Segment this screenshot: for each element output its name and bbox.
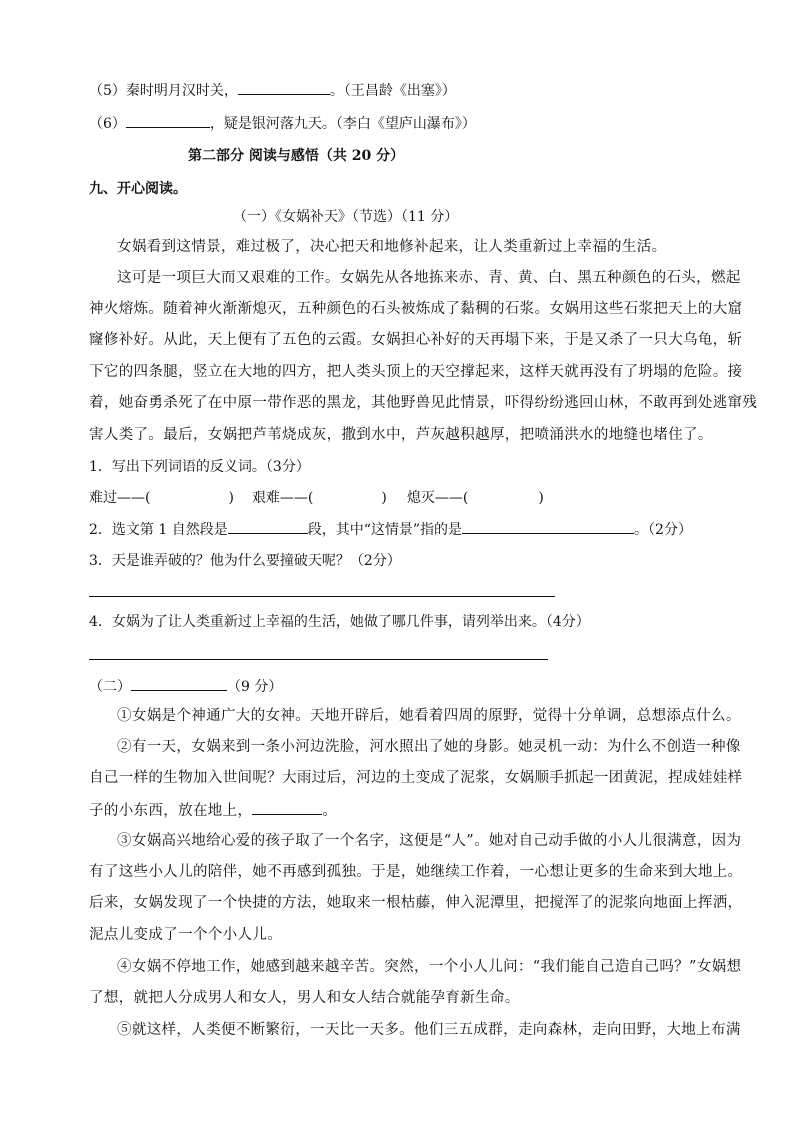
antonym-item[interactable]: 难过——( ) xyxy=(89,490,234,506)
passage1-line: 窿修补好。从此，天上便有了五色的云霞。女娲担心补好的天再塌下来，于是又杀了一只大乌龟，斩 xyxy=(89,332,743,348)
poem-line-6 xyxy=(89,113,705,134)
passage2-line: ⑤就这样，人类便不断繁衍，一天比一天多。他们三五成群，走向森林，走向田野，大地上布满 xyxy=(117,1022,741,1038)
poem-number: （5） xyxy=(89,83,126,99)
passage2-line: 后来，女娲发现了一个快捷的方法，她取来一根枯藤，伸入泥潭里，把搅浑了的泥浆向地面上挥洒， xyxy=(89,895,743,911)
title-blank[interactable] xyxy=(131,676,227,691)
passage2-line: ③女娲高兴地给心爱的孩子取了一个名字，这便是“人”。她对自己动手做的小人儿很满意，因为 xyxy=(117,833,742,849)
question-1-items xyxy=(89,488,705,508)
passage2-line: 子的小东西，放在地上， 。 xyxy=(89,800,705,821)
passage2-line: ②有一天，女娲来到一条小河边洗脸，河水照出了她的身影。她灵机一动：为什么不创造一种像 xyxy=(117,739,741,755)
question-1-prompt: 1．写出下列词语的反义词。（3分） xyxy=(89,459,310,475)
passage1-title: （一）《女娲补天》（节选）（11 分） xyxy=(233,209,459,225)
passage1-line: 这可是一项巨大而又艰难的工作。女娲先从各地拣来赤、青、黄、白、黑五种颜色的石头，燃起 xyxy=(117,270,741,286)
poem-text-after: 。（王昌龄《出塞》） xyxy=(329,83,456,99)
question-3-prompt: 3．天是谁弄破的？他为什么要撞破天呢？（2分） xyxy=(89,553,401,569)
poem-number: （6） xyxy=(89,116,126,132)
passage2-line: 了想，就把人分成男人和女人，男人和女人结合就能孕育新生命。 xyxy=(89,990,520,1006)
answer-line[interactable] xyxy=(89,659,548,660)
passage1-line: 着，她奋勇杀死了在中原一带作恶的黑龙，其他野兽见此情景，吓得纷纷逃回山林，不敢再到处逃窜残 xyxy=(89,395,758,411)
section-title: 第二部分 阅读与感悟（共 20 分） xyxy=(188,148,405,164)
passage2-line: 有了这些小人儿的陪伴，她不再感到孤独。于是，她继续工作着，一心想让更多的生命来到大地上。 xyxy=(89,864,743,880)
answer-blank[interactable] xyxy=(462,519,634,534)
answer-line[interactable] xyxy=(89,596,555,597)
passage2-title: （二） （9 分） xyxy=(89,676,705,697)
passage1-line: 害人类了。最后，女娲把芦苇烧成灰，撒到水中，芦灰越积越厚，把喷涌洪水的地缝也堵住了。 xyxy=(89,427,713,443)
passage2-line: ①女娲是个神通广大的女神。天地开辟后，她看着四周的原野，觉得十分单调，总想添点什么。 xyxy=(117,708,741,724)
question-nine: 九、开心阅读。 xyxy=(89,181,187,197)
question-2: 2．选文第 1 自然段是 段，其中“这情景”指的是 。（2分） xyxy=(89,519,705,540)
question-4-prompt: 4．女娲为了让人类重新过上幸福的生活，她做了哪几件事，请列举出来。（4分） xyxy=(89,614,590,630)
answer-blank[interactable] xyxy=(252,800,322,815)
poem-text-after: ，疑是银河落九天。（李白《望庐山瀑布》） xyxy=(209,116,476,132)
passage2-line: 自己一样的生物加入世间呢？大雨过后，河边的土变成了泥浆，女娲顺手抓起一团黄泥，捏成娃娃样 xyxy=(89,770,743,786)
answer-blank[interactable] xyxy=(228,519,308,534)
passage1-line: 神火熔炼。随着神火渐渐熄灭，五种颜色的石头被炼成了黏稠的石浆。女娲用这些石浆把天上的大窟 xyxy=(89,301,743,317)
passage1-line: 女娲看到这情景，难过极了，决心把天和地修补起来，让人类重新过上幸福的生活。 xyxy=(117,239,667,255)
passage2-line: ④女娲不停地工作，她感到越来越辛苦。突然，一个小人儿问：“我们能自己造自己吗？”女娲想 xyxy=(117,959,742,975)
poem-line-5 xyxy=(89,80,705,101)
answer-blank[interactable] xyxy=(238,80,330,95)
answer-blank[interactable] xyxy=(126,113,210,128)
antonym-item[interactable]: 艰难——( ) xyxy=(251,490,387,506)
passage1-line: 下它的四条腿，竖立在大地的四方，把人类头顶上的天空撑起来，这样天就再没有了坍塌的危险。接 xyxy=(89,364,743,380)
passage2-line: 泥点儿变成了一个个小人儿。 xyxy=(89,927,283,943)
antonym-item[interactable]: 熄灭——( ) xyxy=(406,490,544,506)
poem-text-before: 秦时明月汉时关， xyxy=(125,83,238,99)
